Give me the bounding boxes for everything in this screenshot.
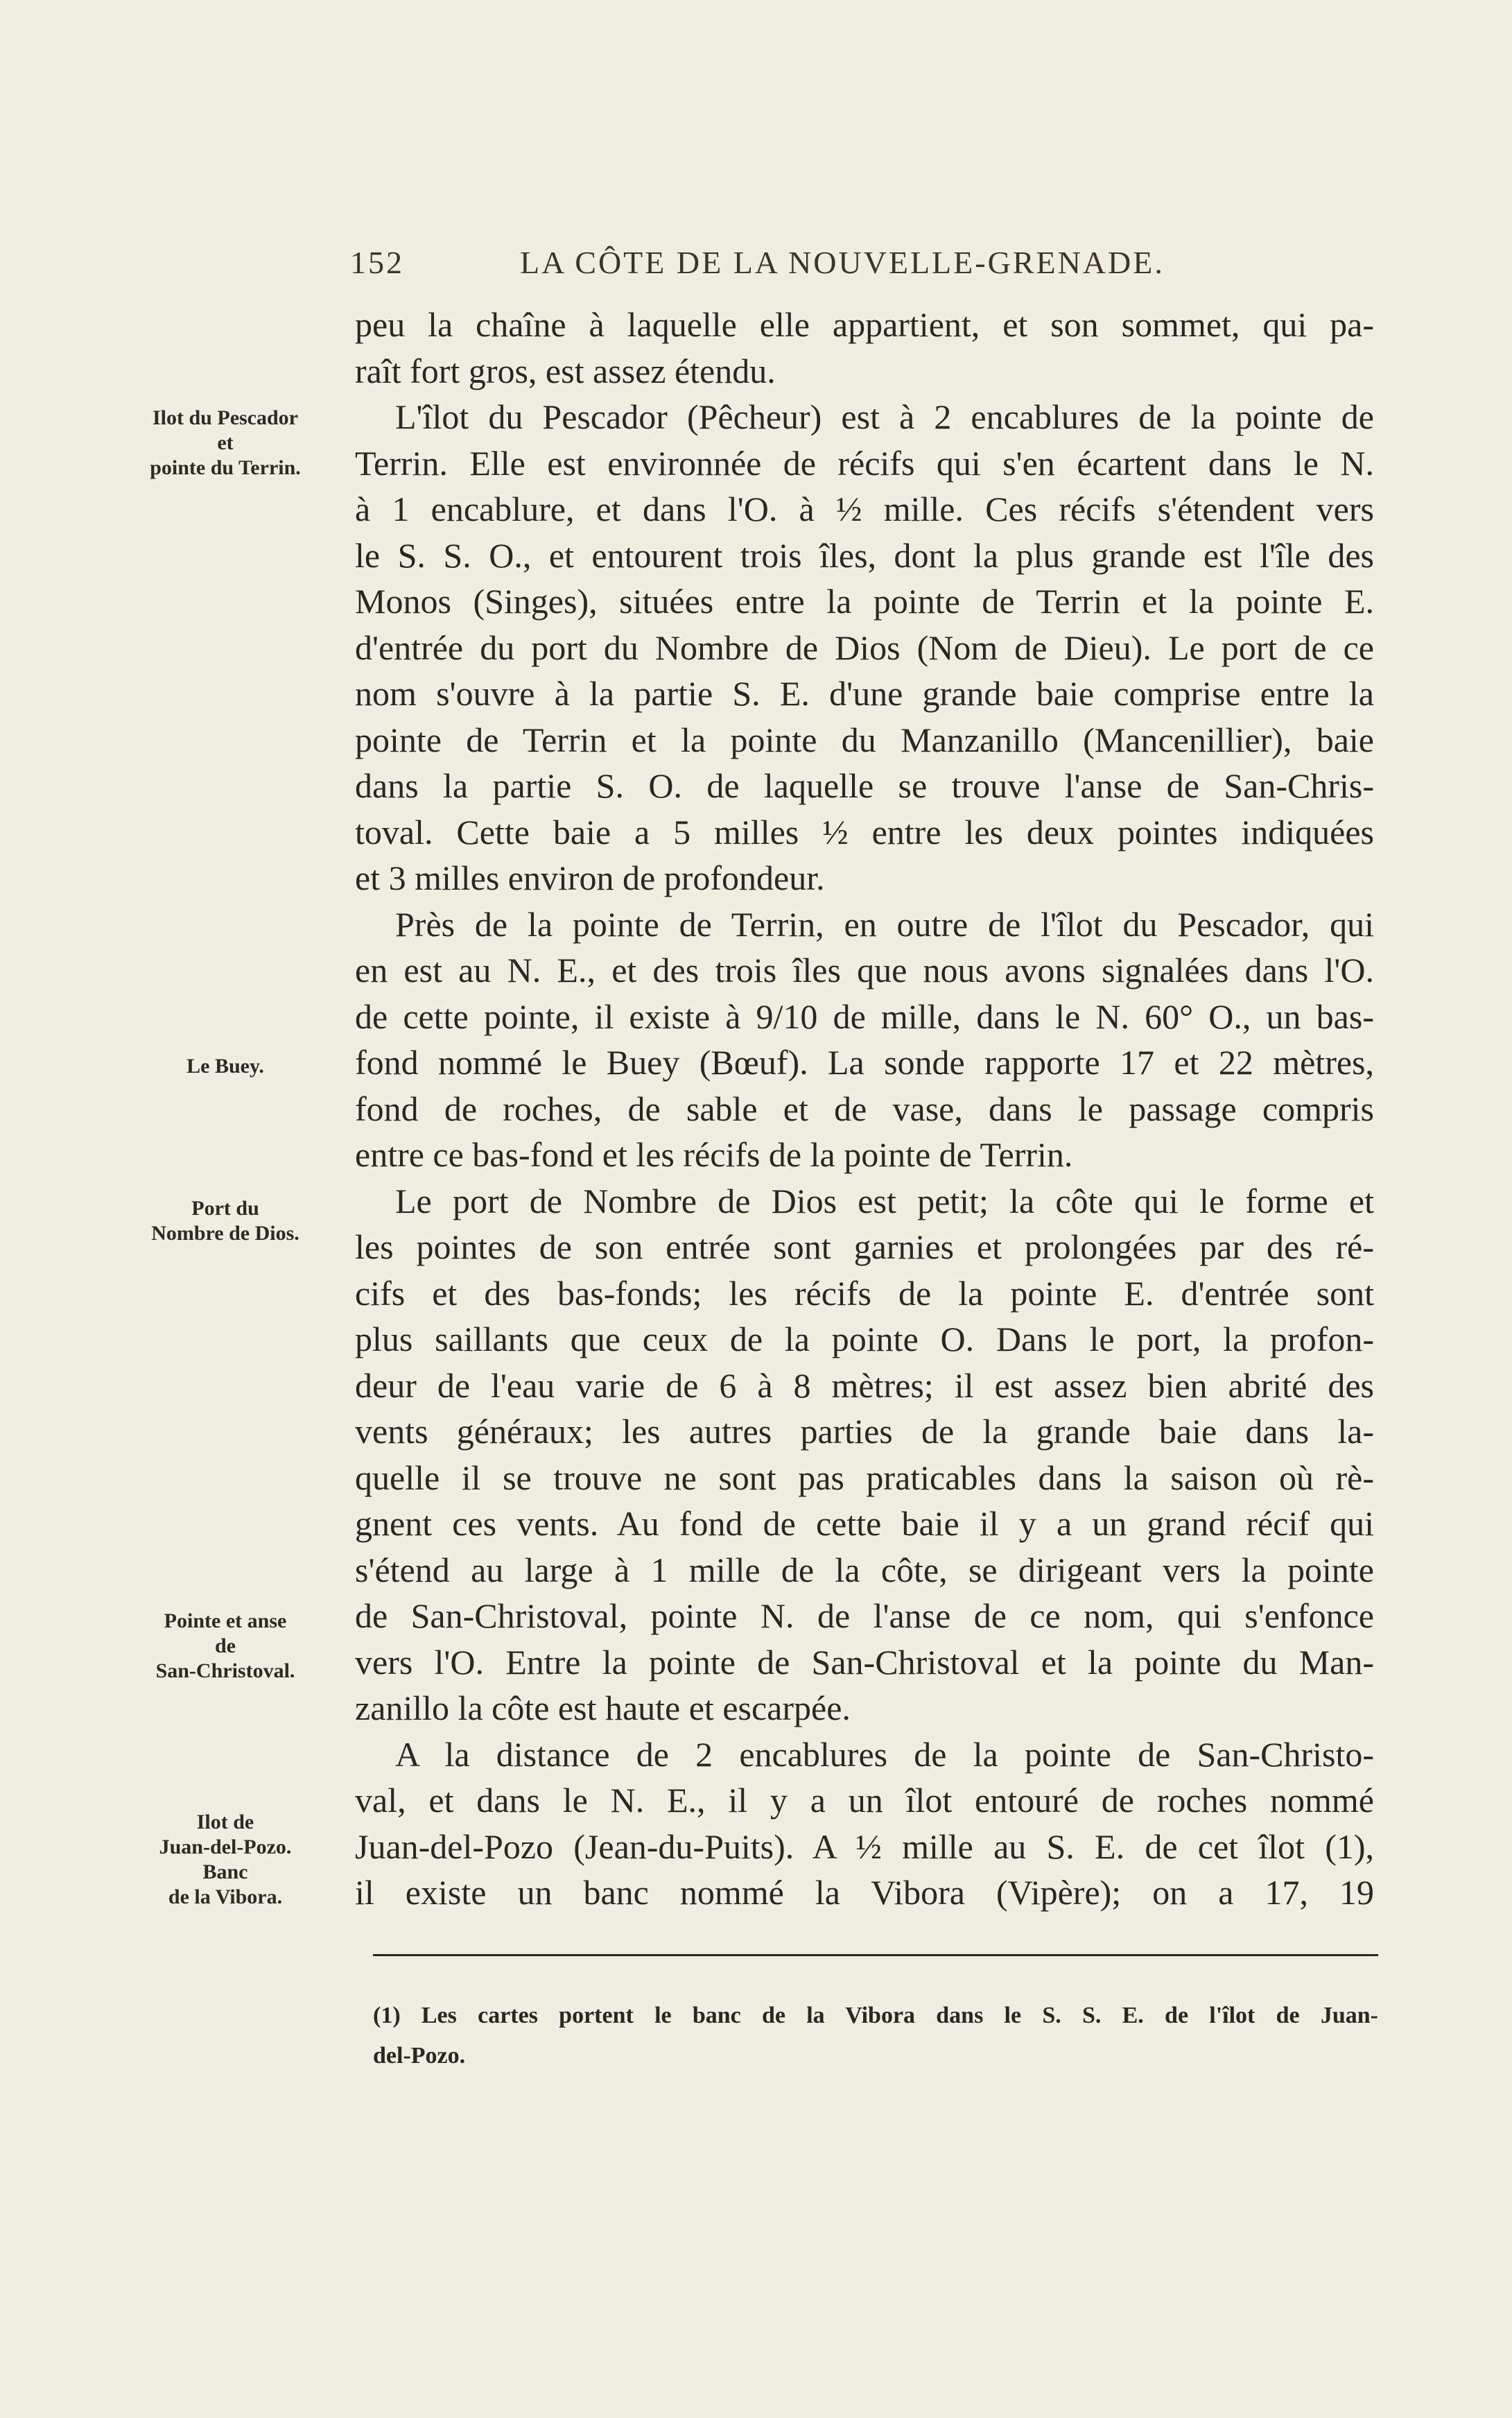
margin-note-line: de la Vibora. <box>168 1885 283 1908</box>
body-line: Monos (Singes), situées entre la pointe de Terrin et la pointe E. <box>355 582 1374 621</box>
body-line: vents généraux; les autres parties de la grande baie dans la- <box>355 1412 1374 1451</box>
body-line: pointe de Terrin et la pointe du Manzanillo (Mancenillier), baie <box>355 720 1374 759</box>
body-line: quelle il se trouve ne sont pas praticables dans la saison où rè- <box>355 1458 1374 1497</box>
body-line: nom s'ouvre à la partie S. E. d'une grande baie comprise entre la <box>355 674 1374 713</box>
body-line: fond de roches, de sable et de vase, dans le passage compris <box>355 1089 1374 1128</box>
body-line: dans la partie S. O. de laquelle se trouve l'anse de San-Chris- <box>355 766 1374 805</box>
body-line: Terrin. Elle est environnée de récifs qui s'en écartent dans le N. <box>355 443 1374 483</box>
body-line: en est au N. E., et des trois îles que nous avons signalées dans l'O. <box>355 951 1374 990</box>
footnote-rule <box>373 1954 1378 1956</box>
margin-note-juan-del-pozo <box>111 1810 340 1910</box>
running-title: LA CÔTE DE LA NOUVELLE-GRENADE. <box>520 245 1165 280</box>
body-line: cifs et des bas-fonds; les récifs de la pointe E. d'entrée sont <box>355 1273 1374 1313</box>
body-line: plus saillants que ceux de la pointe O. Dans le port, la profon- <box>355 1320 1374 1358</box>
body-line: raît fort gros, est assez étendu. <box>355 351 776 390</box>
margin-note-line: et <box>217 431 234 454</box>
body-line: le S. S. O., et entourent trois îles, dont la plus grande est l'île des <box>355 535 1374 575</box>
margin-note-line: San-Christoval. <box>155 1659 295 1682</box>
body-line: A la distance de 2 encablures de la pointe de San-Christo- <box>395 1734 1374 1774</box>
margin-note-san-christoval <box>111 1609 340 1684</box>
body-line: Le port de Nombre de Dios est petit; la côte qui le forme et <box>395 1181 1374 1220</box>
body-line: toval. Cette baie a 5 milles ½ entre les deux pointes indiquées <box>355 812 1374 852</box>
margin-note-pescador <box>111 406 340 481</box>
margin-note-line: Ilot de <box>196 1811 254 1833</box>
body-line: val, et dans le N. E., il y a un îlot entouré de roches nommé <box>355 1781 1374 1820</box>
body-line: zanillo la côte est haute et escarpée. <box>355 1689 851 1727</box>
body-line: fond nommé le Buey (Bœuf). La sonde rapporte 17 et 22 mètres, <box>355 1043 1374 1082</box>
body-line: d'entrée du port du Nombre de Dios (Nom de Dieu). Le port de ce <box>355 628 1374 667</box>
body-line: les pointes de son entrée sont garnies et prolongées par des ré- <box>355 1227 1374 1266</box>
margin-note-line: de <box>215 1634 236 1657</box>
margin-note-line: Nombre de Dios. <box>151 1222 299 1245</box>
body-text <box>355 302 1374 1916</box>
margin-note-line: Le Buey. <box>186 1055 264 1078</box>
body-line: de cette pointe, il existe à 9/10 de mille, dans le N. 60° O., un bas- <box>355 996 1374 1036</box>
body-line: et 3 milles environ de profondeur. <box>355 858 825 897</box>
page-number: 152 <box>350 245 404 280</box>
margin-note-line: Banc <box>202 1860 248 1883</box>
footnote-line: (1) Les cartes portent le banc de la Vibora dans le S. S. E. de l'îlot de Juan- <box>373 2003 1378 2028</box>
body-line: Juan-del-Pozo (Jean-du-Puits). A ½ mille au S. E. de cet îlot (1), <box>355 1827 1374 1866</box>
margin-note-buey <box>111 1054 340 1079</box>
body-line: de San-Christoval, pointe N. de l'anse de ce nom, qui s'enfonce <box>355 1596 1374 1635</box>
body-line: L'îlot du Pescador (Pêcheur) est à 2 encablures de la pointe de <box>395 397 1374 436</box>
margin-note-line: pointe du Terrin. <box>150 456 301 479</box>
body-line: entre ce bas-fond et les récifs de la pointe de Terrin. <box>355 1135 1073 1174</box>
body-line: gnent ces vents. Au fond de cette baie il y a un grand récif qui <box>355 1504 1374 1543</box>
body-line: peu la chaîne à laquelle elle appartient, et son sommet, qui pa- <box>355 305 1374 344</box>
body-line: Près de la pointe de Terrin, en outre de l'îlot du Pescador, qui <box>395 904 1374 944</box>
footnote <box>373 1996 1378 2076</box>
body-line: deur de l'eau varie de 6 à 8 mètres; il est assez bien abrité des <box>355 1365 1374 1405</box>
body-line: s'étend au large à 1 mille de la côte, se dirigeant vers la pointe <box>355 1550 1374 1589</box>
margin-note-line: Pointe et anse <box>164 1609 287 1632</box>
footnote-line: del-Pozo. <box>373 2043 466 2069</box>
body-line: il existe un banc nommé la Vibora (Vipère); on a 17, 19 <box>355 1873 1374 1912</box>
margin-note-line: Juan-del-Pozo. <box>159 1836 292 1858</box>
margin-note-nombre-de-dios <box>111 1196 340 1246</box>
margin-note-line: Port du <box>191 1197 259 1220</box>
body-line: à 1 encablure, et dans l'O. à ½ mille. Ces récifs s'étendent vers <box>355 490 1374 528</box>
body-line: vers l'O. Entre la pointe de San-Christoval et la pointe du Man- <box>355 1642 1374 1682</box>
margin-note-line: Ilot du Pescador <box>153 406 298 429</box>
